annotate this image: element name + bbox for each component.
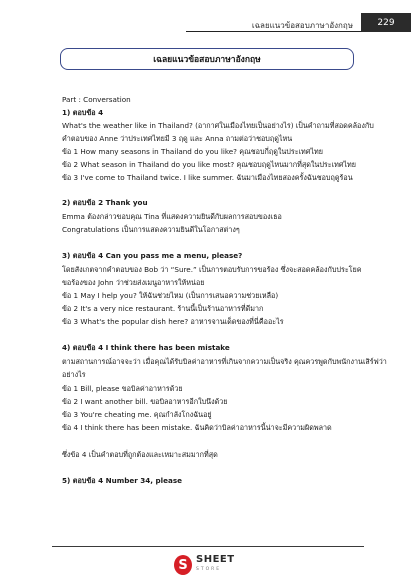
- answer-heading: 1) ตอบข้อ 4: [62, 108, 104, 117]
- answer-text-line: ข้อ 3 You're cheating me. คุณกำลังโกงฉันอยู่: [62, 410, 212, 419]
- page-number: 229: [361, 13, 411, 32]
- answer-text-line: Emma ต้องกล่าวขอบคุณ Tina ที่แสดงความยินดีกับผลการสอบของเธอ: [62, 212, 282, 221]
- answer-text-line: โดยสังเกตจากคำตอบของ Bob ว่า “Sure.” เป็นการตอบรับการขอร้อง ซึ่งจะสอดคล้องกับประโยค: [62, 265, 362, 274]
- sheet-store-logo: [174, 552, 244, 578]
- answer-text-line: ข้อ 1 How many seasons in Thailand do you like? คุณชอบกี่ฤดูในประเทศไทย: [62, 147, 323, 156]
- answer-heading: 4) ตอบข้อ 4 I think there has been mistake: [62, 343, 230, 352]
- answer-text-line: ข้อ 3 I've come to Thailand twice. I like summer. ฉันมาเมืองไทยสองครั้งฉันชอบฤดูร้อน: [62, 173, 353, 182]
- logo-subtitle: STORE: [196, 567, 222, 572]
- answer-heading: 3) ตอบข้อ 4 Can you pass me a menu, please?: [62, 251, 243, 260]
- answer-text-line: อย่างไร: [62, 370, 86, 379]
- answer-text-line: ข้อ 1 Bill, please ขอบิลค่าอาหารด้วย: [62, 384, 183, 393]
- answer-text-line: What's the weather like in Thailand? (อากาศในเมืองไทยเป็นอย่างไร) เป็นคำถามที่สอดคล้องกับ: [62, 121, 374, 130]
- answer-text-line: ข้อ 2 I want another bill. ขอบิลอาหารอีกใบนึงด้วย: [62, 397, 228, 406]
- answer-text-line: ข้อ 3 What's the popular dish here? อาหารจานเด็ดของที่นี่คืออะไร: [62, 317, 284, 326]
- answer-text-line: ขอร้องของ John ว่าช่วยส่งเมนูอาหารให้หน่อย: [62, 278, 205, 287]
- answer-text-line: ซึ่งข้อ 4 เป็นคำตอบที่ถูกต้องและเหมาะสมมากที่สุด: [62, 450, 218, 459]
- answer-text-line: ตามสถานการณ์อาจจะว่า เมื่อคุณได้รับบิลค่าอาหารที่เกินจากความเป็นจริง คุณควรพูดกับพนักงานเสิร์ฟว่า: [62, 357, 387, 366]
- answer-text-line: ข้อ 2 It's a very nice restaurant. ร้านนี้เป็นร้านอาหารที่ดีมาก: [62, 304, 264, 313]
- answer-heading: 5) ตอบข้อ 4 Number 34, please: [62, 476, 182, 485]
- running-header-title: เฉลยแนวข้อสอบภาษาอังกฤษ: [251, 21, 353, 30]
- answer-text-line: ข้อ 2 What season in Thailand do you like most? คุณชอบฤดูไหนมากที่สุดในประเทศไทย: [62, 160, 356, 169]
- footer-rule: [52, 546, 364, 547]
- header-rule: [186, 31, 362, 32]
- logo-name: SHEET: [196, 554, 235, 565]
- answer-text-line: Congratulations เป็นการแสดงความยินดีในโอกาสต่างๆ: [62, 225, 240, 234]
- answer-text-line: ข้อ 1 May I help you? ให้ฉันช่วยไหม (เป็นการเสนอความช่วยเหลือ): [62, 291, 279, 300]
- answer-text-line: คำตอบของ Anne ว่าประเทศไทยมี 3 ฤดู และ Anna ถามต่อว่าชอบฤดูไหน: [62, 134, 293, 143]
- answer-text-line: Part : Conversation: [62, 95, 131, 104]
- answer-heading: 2) ตอบข้อ 2 Thank you: [62, 198, 148, 207]
- sheet-logo-icon: S: [174, 555, 192, 575]
- answer-text-line: ข้อ 4 I think there has been mistake. ฉันคิดว่าบิลค่าอาหารนี้น่าจะมีความผิดพลาด: [62, 423, 332, 432]
- section-title-box: เฉลยแนวข้อสอบภาษาอังกฤษ: [60, 48, 354, 70]
